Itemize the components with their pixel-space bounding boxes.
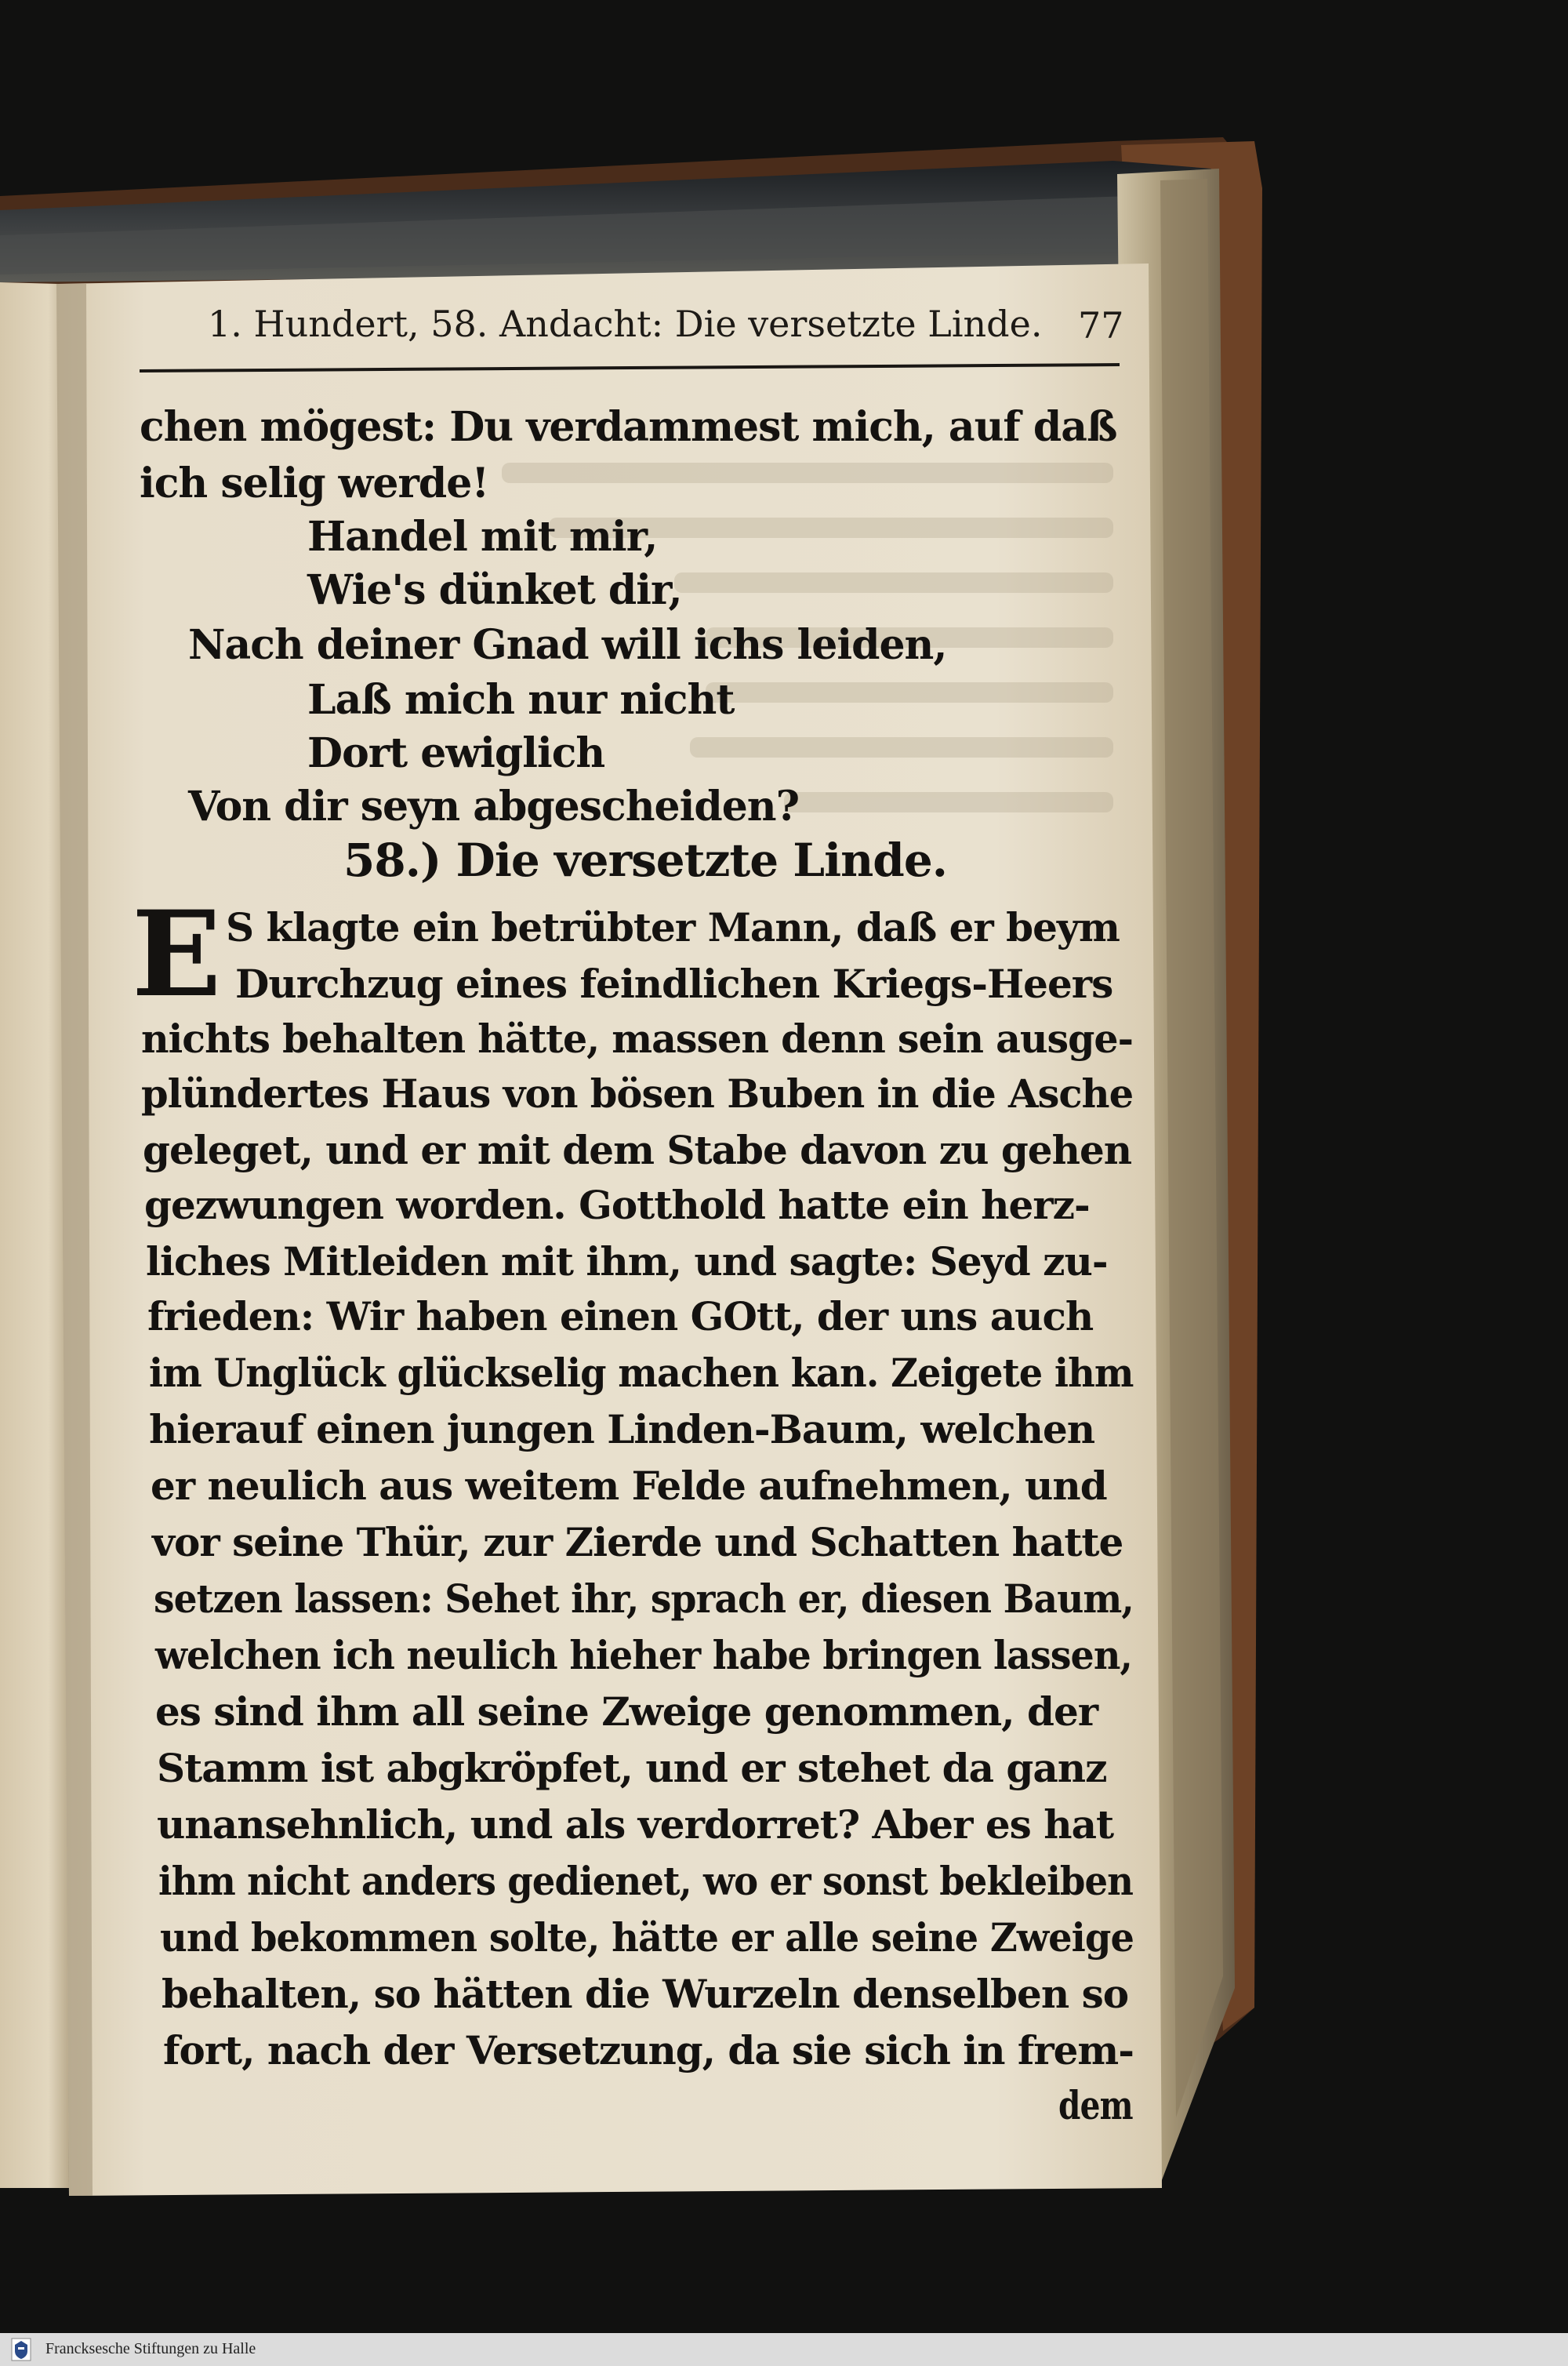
text-line: vor seine Thür, zur Zierde und Schatten hatte	[152, 1519, 1123, 1565]
text-line: chen mögest: Du verdammest mich, auf daß	[140, 403, 1117, 451]
page-number: 77	[1078, 304, 1124, 347]
verse-line: Handel mit mir,	[307, 513, 658, 561]
footer-bar	[0, 2333, 1568, 2366]
text-line: frieden: Wir haben einen GOtt, der uns auch	[147, 1293, 1094, 1339]
text-line: geleget, und er mit dem Stabe davon zu gehen	[143, 1127, 1132, 1173]
footer-credit: Francksesche Stiftungen zu Halle	[45, 2340, 256, 2357]
text-line: es sind ihm all seine Zweige genommen, der	[155, 1688, 1098, 1735]
section-heading: 58.) Die versetzte Linde.	[343, 834, 947, 887]
catchword: dem	[1058, 2082, 1133, 2128]
drop-cap: E	[132, 885, 222, 1023]
text-line: Stamm ist abgkröpfet, und er stehet da ganz	[157, 1745, 1107, 1791]
text-line: plündertes Haus von bösen Buben in die Asche	[141, 1070, 1134, 1117]
verse-line: Laß mich nur nicht	[307, 676, 735, 724]
text-line: er neulich aus weitem Felde aufnehmen, und	[151, 1463, 1107, 1509]
verse-line: Wie's dünket dir,	[307, 566, 682, 614]
text-line: im Unglück glückselig machen kan. Zeigete ihm	[149, 1350, 1134, 1396]
text-line: setzen lassen: Sehet ihr, sprach er, diesen Baum,	[154, 1576, 1134, 1622]
verse-line: Von dir seyn abgescheiden?	[188, 783, 800, 830]
library-logo-icon	[11, 2338, 31, 2361]
text-line: gezwungen worden. Gotthold hatte ein herz-	[144, 1182, 1090, 1228]
text-line: welchen ich neulich hieher habe bringen lassen,	[155, 1632, 1132, 1678]
text-line: nichts behalten hätte, massen denn sein ausge-	[141, 1016, 1133, 1062]
text-line: und bekommen solte, hätte er alle seine Zweige	[160, 1914, 1134, 1961]
text-line: Durchzug eines feindlichen Kriegs-Heers	[235, 961, 1113, 1007]
text-line: behalten, so hätten die Wurzeln denselben so	[162, 1971, 1129, 2017]
text-line: liches Mitleiden mit ihm, und sagte: Seyd zu-	[146, 1238, 1108, 1285]
running-head: 1. Hundert, 58. Andacht: Die versetzte Linde.	[208, 303, 1043, 345]
text-line: unansehnlich, und als verdorret? Aber es hat	[157, 1801, 1114, 1848]
text-line: ich selig werde!	[140, 460, 489, 507]
text-line: fort, nach der Versetzung, da sie sich in frem-	[163, 2027, 1134, 2073]
text-line: S klagte ein betrübter Mann, daß er beym	[226, 904, 1120, 950]
text-line: ihm nicht anders gedienet, wo er sonst bekleiben	[158, 1858, 1133, 1904]
verse-line: Nach deiner Gnad will ichs leiden,	[188, 621, 947, 669]
verse-line: Dort ewiglich	[307, 729, 605, 777]
text-line: hierauf einen jungen Linden-Baum, welchen	[149, 1406, 1095, 1452]
